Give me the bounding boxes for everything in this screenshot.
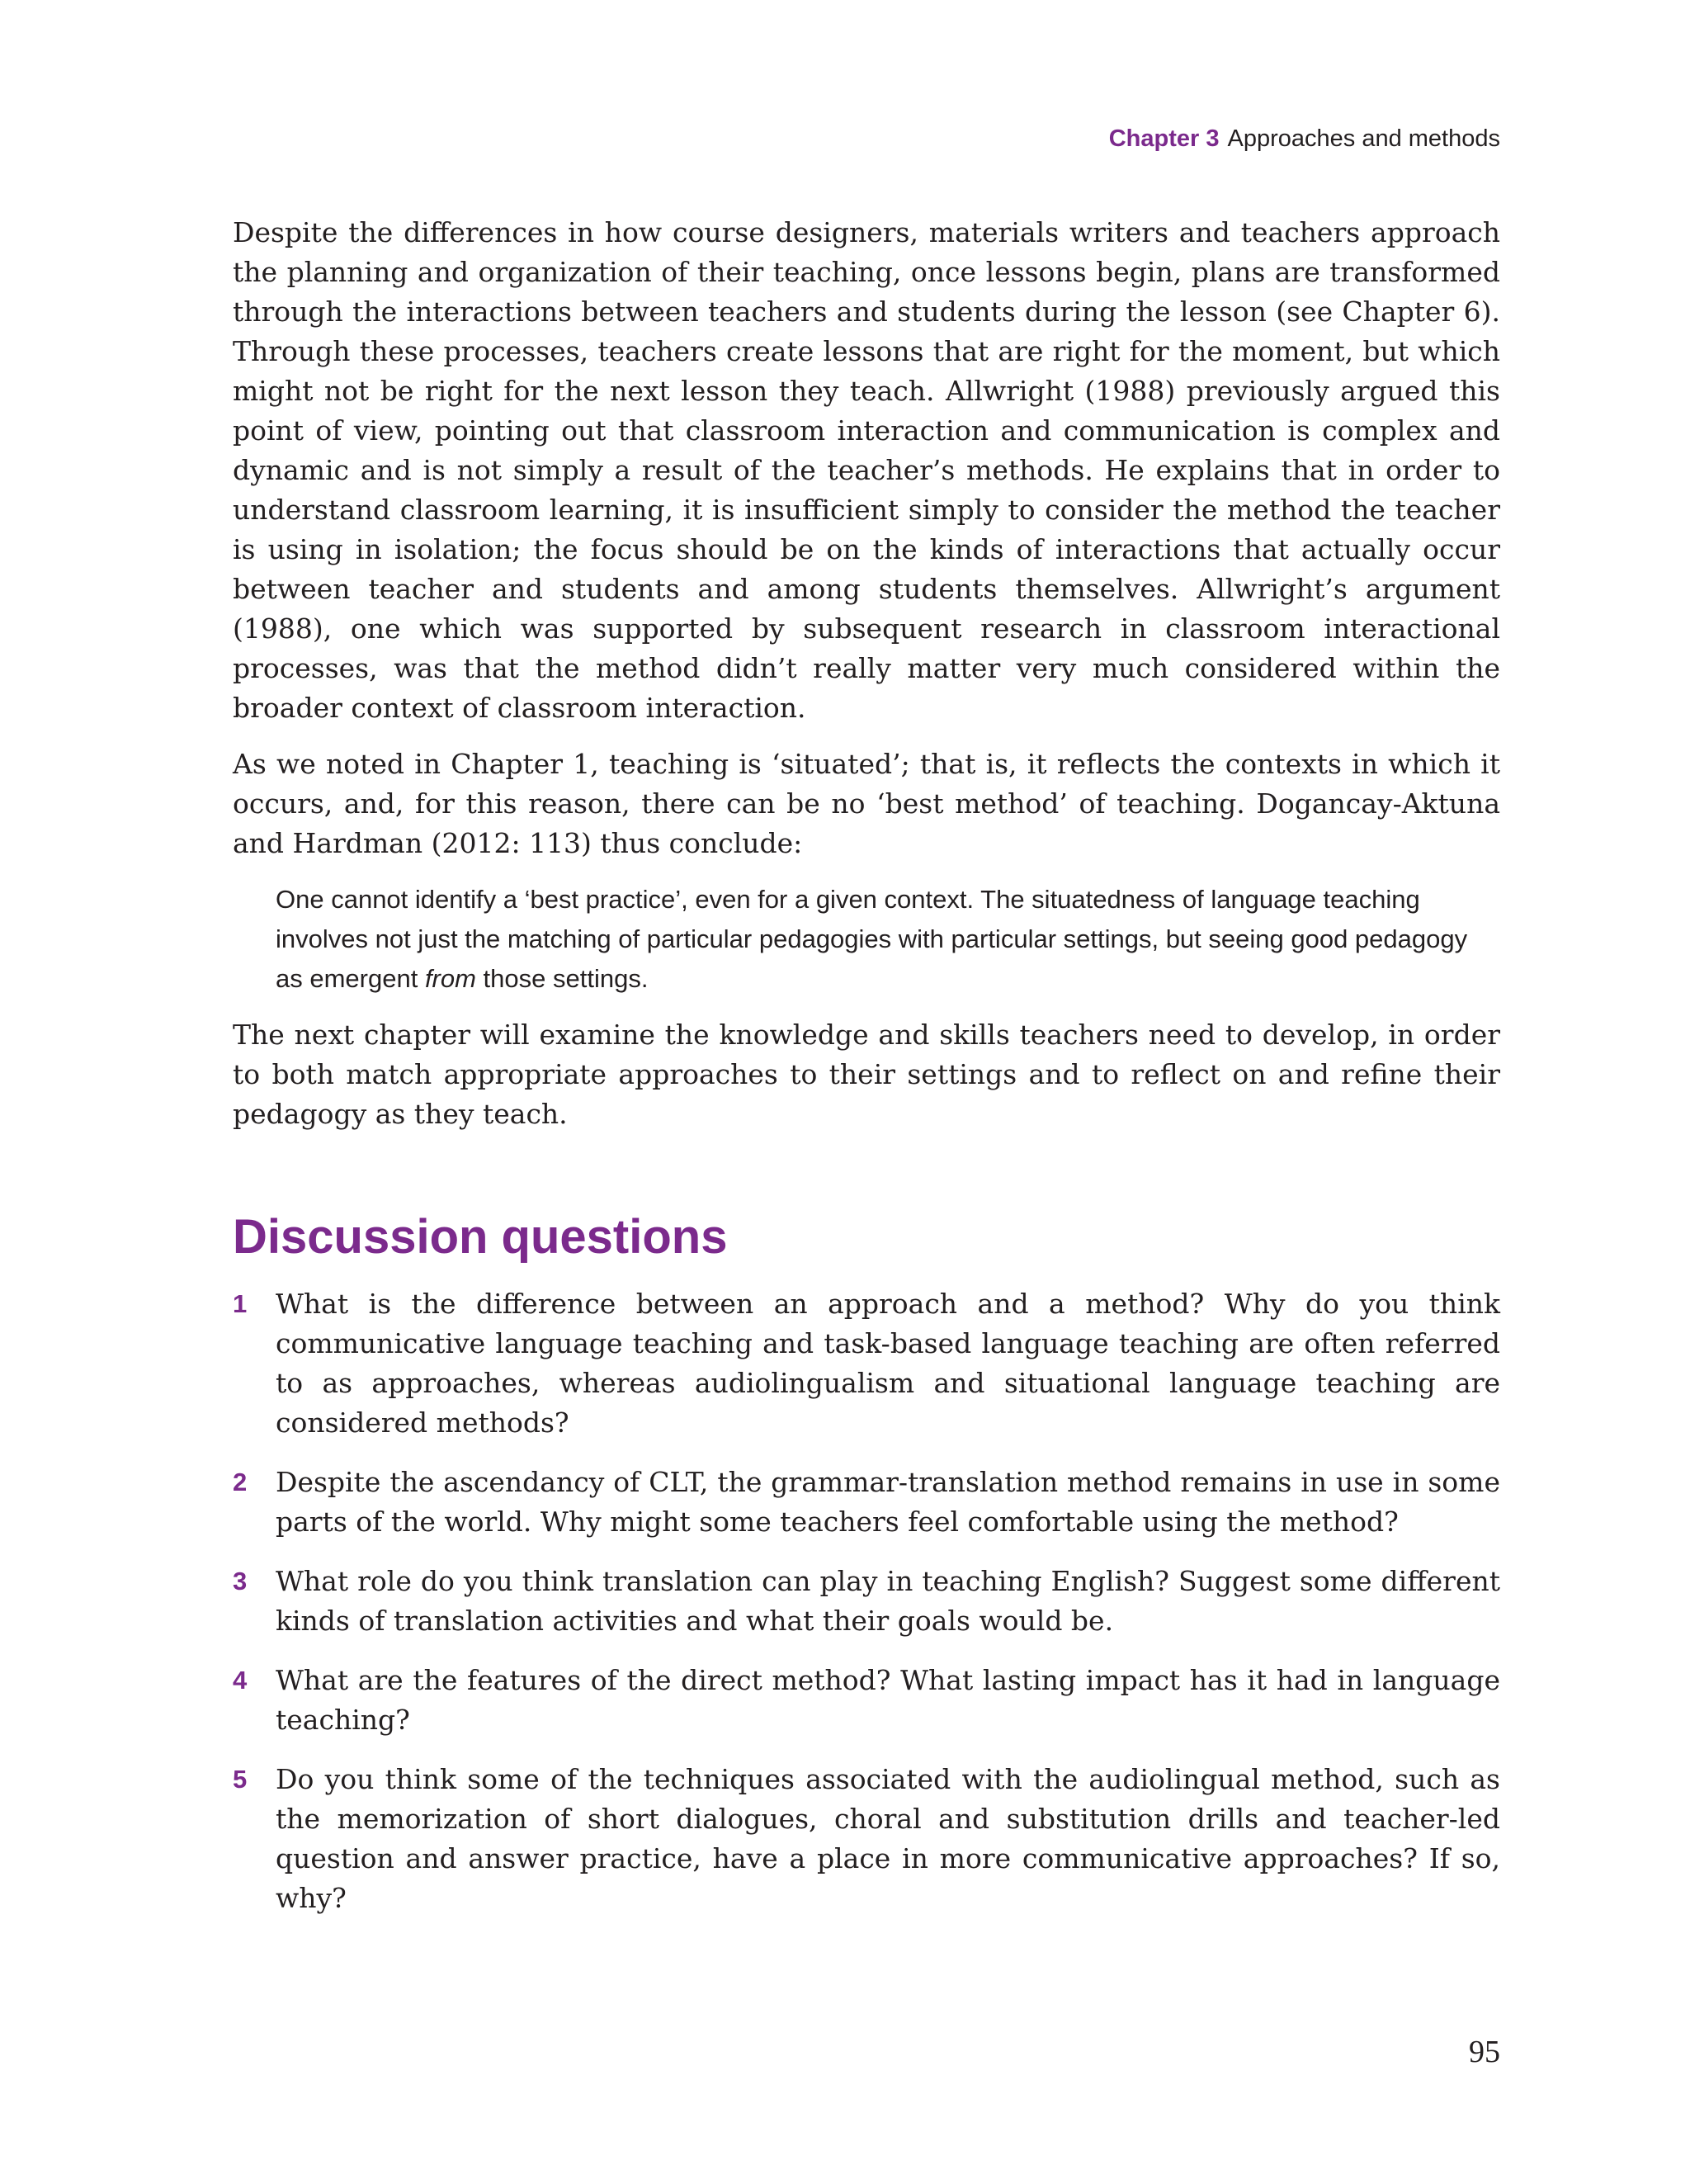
question-text: What is the difference between an approach and a method? Why do you think communicative language teaching and task-based language teaching are often referred to as approaches, whereas audiolingualism and situational language teaching are considered methods? (276, 1288, 1500, 1439)
question-text: What role do you think translation can play in teaching English? Suggest some different kinds of translation activities and what their goals would be. (276, 1565, 1500, 1637)
chapter-label: Chapter 3 (1108, 125, 1220, 152)
quote-text: One cannot identify a ‘best practice’, even for a given context. The situatedness of language teaching involves not just the matching of particular pedagogies with particular settings, but seeing good pedagogy as emergent (276, 885, 1468, 993)
question-text: What are the features of the direct method? What lasting impact has it had in language teaching? (276, 1664, 1500, 1736)
list-item (233, 1284, 1500, 1443)
page-content (233, 213, 1500, 1938)
question-number: 4 (233, 1666, 248, 1695)
body-paragraph: Despite the differences in how course designers, materials writers and teachers approach the planning and organization of their teaching, once lessons begin, plans are transformed through the interactions between teachers and students during the lesson (see Chapter 6). Through these processes, teachers create lessons that are right for the moment, but which might not be right for the next lesson they teach. Allwright (1988) previously argued this point of view, pointing out that classroom interaction and communication is complex and dynamic and is not simply a result of the teacher’s methods. He explains that in order to understand classroom learning, it is insufficient simply to consider the method the teacher is using in isolation; the focus should be on the kinds of interactions that actually occur between teacher and students and among students themselves. Allwright’s argument (1988), one which was supported by subsequent research in classroom interactional processes, was that the method didn’t really matter very much considered within the broader context of classroom interaction. (233, 216, 1500, 724)
body-paragraph: The next chapter will examine the knowledge and skills teachers need to develop, in order to both match appropriate approaches to their settings and to reflect on and refine their pedagogy as they teach. (233, 1019, 1500, 1130)
question-number: 5 (233, 1765, 248, 1794)
list-item (233, 1661, 1500, 1740)
list-item (233, 1760, 1500, 1918)
list-item (233, 1562, 1500, 1641)
quote-text-end: those settings. (475, 964, 649, 993)
question-number: 2 (233, 1468, 248, 1496)
question-text: Do you think some of the techniques associated with the audiolingual method, such as the memorization of short dialogues, choral and substitution drills and teacher-led question and answer practice, have a place in more communicative approaches? If so, why? (276, 1763, 1500, 1914)
body-paragraph: As we noted in Chapter 1, teaching is ‘situated’; that is, it reflects the contexts in which it occurs, and, for this reason, there can be no ‘best method’ of teaching. Dogancay-Aktuna and Hardman (2012: 113) thus conclude: (233, 748, 1500, 859)
running-head (1109, 125, 1500, 153)
question-text: Despite the ascendancy of CLT, the grammar-translation method remains in use in some parts of the world. Why might some teachers feel comfortable using the method? (276, 1466, 1500, 1538)
page-number: 95 (1469, 2035, 1500, 2069)
question-number: 1 (233, 1289, 248, 1318)
section-heading: Discussion questions (233, 1210, 728, 1264)
question-number: 3 (233, 1567, 248, 1595)
quote-emphasis: from (424, 964, 476, 993)
discussion-questions-list (233, 1284, 1500, 1918)
block-quote (276, 880, 1500, 999)
list-item (233, 1463, 1500, 1542)
chapter-title: Approaches and methods (1227, 125, 1500, 152)
